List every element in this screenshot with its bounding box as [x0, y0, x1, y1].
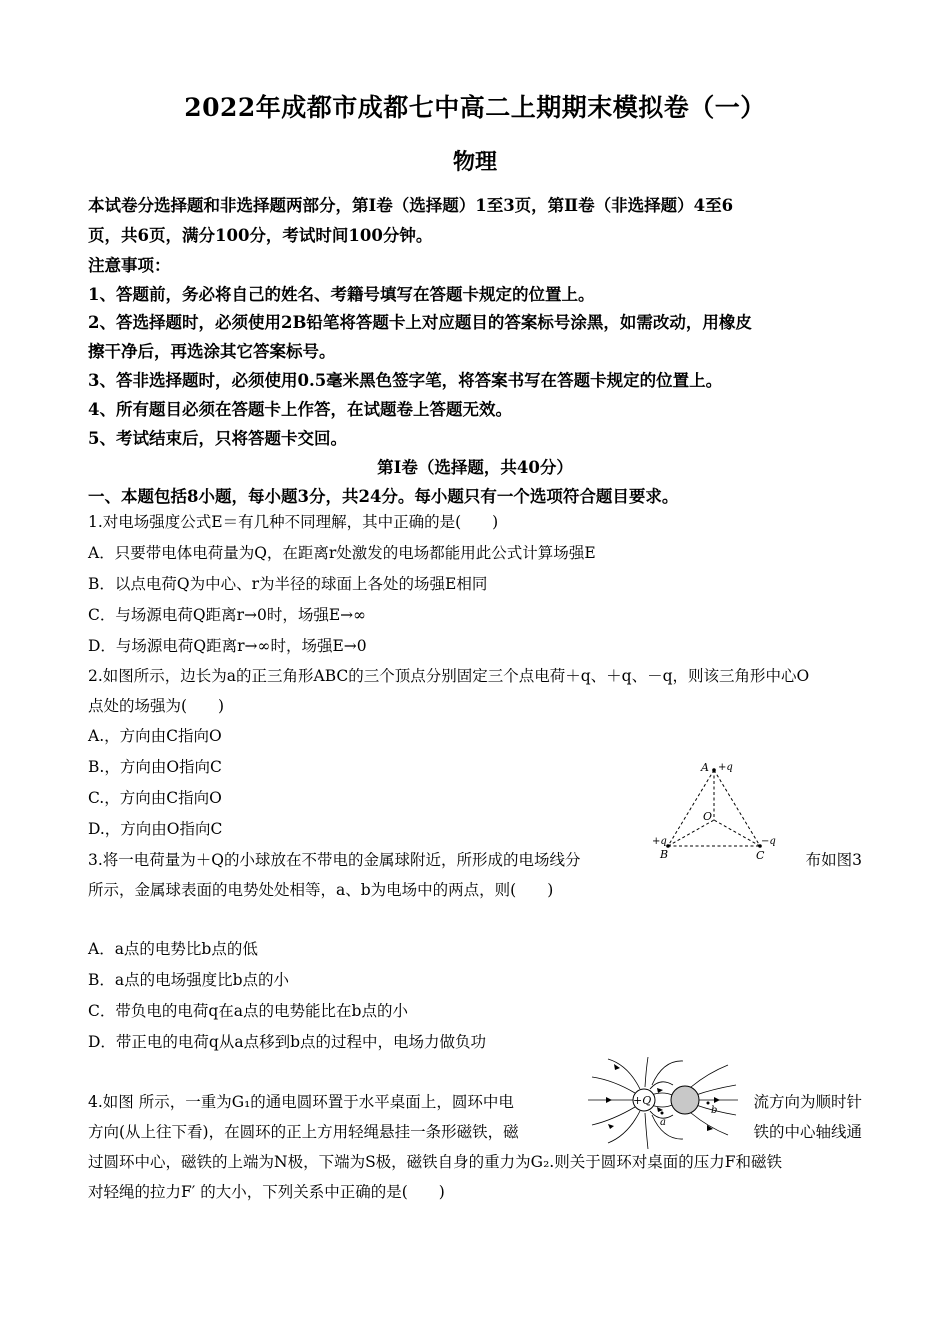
- q2-option-c: C.，方向由C指向O: [88, 789, 222, 807]
- label-point-a: a: [660, 1117, 666, 1128]
- charge-c: −q: [761, 836, 776, 847]
- q1-option-c: C．与场源电荷Q距离r→0时，场强E→∞: [88, 606, 367, 624]
- field-lines-figure: [588, 1055, 738, 1151]
- q4-line-3: 过圆环中心，磁铁的上端为N极，下端为S极，磁铁自身的重力为G₂.则关于圆环对桌面的压力F和磁铁: [88, 1153, 782, 1171]
- q2-option-b: B.，方向由O指向C: [88, 758, 222, 776]
- q1-option-d: D．与场源电荷Q距离r→∞时，场强E→0: [88, 637, 367, 655]
- q3-stem-1-left: 3.将一电荷量为＋Q的小球放在不带电的金属球附近，所形成的电场线分: [88, 851, 581, 869]
- note-5: 5、考试结束后，只将答题卡交回。: [88, 429, 347, 448]
- note-4: 4、所有题目必须在答题卡上作答，在试题卷上答题无效。: [88, 400, 512, 419]
- q3-option-a: A．a点的电势比b点的低: [88, 940, 258, 958]
- q3-option-b: B．a点的电场强度比b点的小: [88, 971, 290, 989]
- q3-option-d: D．带正电的电荷q从a点移到b点的过程中，电场力做负功: [88, 1033, 487, 1051]
- q3-stem-1-right: 布如图3: [805, 851, 862, 869]
- q1-stem: 1.对电场强度公式E＝有几种不同理解，其中正确的是( ): [88, 513, 499, 531]
- label-a: A: [701, 761, 709, 774]
- note-1: 1、答题前，务必将自己的姓名、考籍号填写在答题卡规定的位置上。: [88, 285, 595, 304]
- label-b: B: [660, 848, 669, 861]
- q4-line-1-left: 4.如图 所示，一重为G₁的通电圆环置于水平桌面上，圆环中电: [88, 1093, 514, 1111]
- label-point-b: b: [711, 1105, 718, 1116]
- section-instruction: 一、本题包括8小题，每小题3分，共24分。每小题只有一个选项符合题目要求。: [88, 487, 679, 506]
- section-heading: 第Ⅰ卷（选择题，共40分）: [377, 458, 573, 477]
- q1-option-b: B．以点电荷Q为中心、r为半径的球面上各处的场强E相同: [88, 575, 488, 593]
- q2-stem-1: 2.如图所示，边长为a的正三角形ABC的三个顶点分别固定三个点电荷＋q、＋q、－q，则该三角形中心O: [88, 667, 810, 685]
- q4-line-1-right: 流方向为顺时针: [753, 1093, 862, 1111]
- label-c: C: [756, 849, 765, 862]
- intro-line-1: 本试卷分选择题和非选择题两部分，第Ⅰ卷（选择题）1至3页，第Ⅱ卷（非选择题）4至6: [88, 196, 734, 215]
- q2-option-d: D.，方向由O指向C: [88, 820, 223, 838]
- q4-line-4: 对轻绳的拉力F′ 的大小，下列关系中正确的是( ): [88, 1183, 445, 1201]
- q3-stem-2: 所示，金属球表面的电势处处相等，a、b为电场中的两点，则( ): [88, 881, 554, 899]
- label-plus-q: +Q: [633, 1094, 652, 1107]
- note-2b: 擦干净后，再选涂其它答案标号。: [88, 342, 336, 361]
- triangle-figure: [648, 758, 788, 864]
- intro-line-2: 页，共6页，满分100分，考试时间100分钟。: [88, 226, 433, 245]
- q2-option-a: A.，方向由C指向O: [88, 727, 222, 745]
- q3-option-c: C．带负电的电荷q在a点的电势能比在b点的小: [88, 1002, 408, 1020]
- q1-option-a: A．只要带电体电荷量为Q，在距离r处激发的电场都能用此公式计算场强E: [88, 544, 596, 562]
- note-3: 3、答非选择题时，必须使用0.5毫米黑色签字笔，将答案书写在答题卡规定的位置上。: [88, 371, 723, 390]
- notes-title: 注意事项：: [88, 256, 171, 275]
- q4-line-2-left: 方向(从上往下看)，在圆环的正上方用轻绳悬挂一条形磁铁，磁: [88, 1123, 519, 1141]
- exam-title: 2022年成都市成都七中高二上期期末模拟卷（一）: [184, 93, 766, 122]
- q2-stem-2: 点处的场强为( ): [88, 697, 225, 715]
- charge-a: +q: [718, 762, 733, 773]
- label-o: O: [703, 810, 713, 823]
- subject-title: 物理: [452, 149, 497, 175]
- q4-line-2-right: 铁的中心轴线通: [753, 1123, 862, 1141]
- note-2a: 2、答选择题时，必须使用2B铅笔将答题卡上对应题目的答案标号涂黑，如需改动，用橡皮: [88, 313, 752, 332]
- charge-b: +q: [652, 836, 667, 847]
